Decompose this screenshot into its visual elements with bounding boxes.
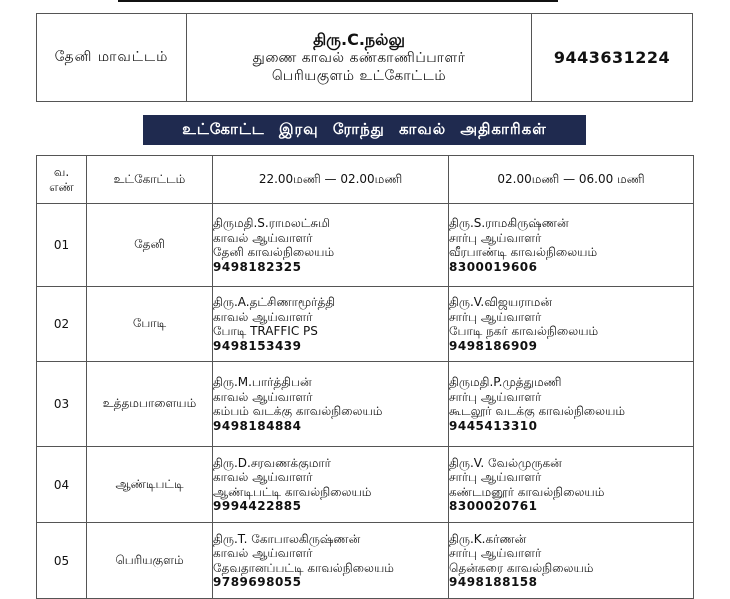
officer-name: திரு.D.சரவணக்குமார் bbox=[213, 455, 331, 470]
officer-station: கூடலூர் வடக்கு காவல்நிலையம் bbox=[449, 404, 626, 418]
officer-subdivision: பெரியகுளம் உட்கோட்டம் bbox=[271, 67, 447, 84]
officer-station: தேவதானப்பட்டி காவல்நிலையம் bbox=[213, 560, 394, 575]
column-header-shift1: 22.00மணி — 02.00மணி bbox=[213, 156, 449, 204]
officer-phone: 8300019606 bbox=[449, 259, 538, 274]
column-header-subdivision: உட்கோட்டம் bbox=[87, 156, 213, 204]
officer-phone: 9789698055 bbox=[213, 575, 302, 589]
officer-name: திரு.C.நல்லு bbox=[313, 29, 405, 49]
column-header-number bbox=[37, 156, 87, 204]
table-row bbox=[37, 287, 694, 362]
officer-rank: சார்பு ஆய்வாளர் bbox=[449, 389, 542, 404]
shift1-officer bbox=[213, 204, 449, 287]
officer-station: ஆண்டிபட்டி காவல்நிலையம் bbox=[213, 484, 372, 499]
officer-name: திரு.V. வேல்முருகன் bbox=[449, 455, 562, 470]
officer-rank: காவல் ஆய்வாளர் bbox=[213, 546, 313, 560]
shift2-officer bbox=[449, 362, 694, 447]
officer-name: திருமதி.P.முத்துமணி bbox=[449, 375, 562, 389]
officer-rank: சார்பு ஆய்வாளர் bbox=[449, 230, 542, 245]
officer-name: திரு.V.விஜயராமன் bbox=[449, 295, 552, 309]
officer-phone: 9445413310 bbox=[449, 418, 538, 433]
officer-station: தென்கரை காவல்நிலையம் bbox=[449, 560, 594, 575]
officer-rank: காவல் ஆய்வாளர் bbox=[213, 470, 313, 484]
table-header-row bbox=[37, 156, 694, 204]
officer-station: கம்பம் வடக்கு காவல்நிலையம் bbox=[213, 404, 383, 418]
row-subdivision: உத்தமபாளையம் bbox=[87, 362, 213, 447]
row-subdivision: போடி bbox=[87, 287, 213, 362]
officer-phone: 8300020761 bbox=[449, 499, 538, 513]
officer-phone: 9498188158 bbox=[449, 575, 538, 589]
table-row bbox=[37, 204, 694, 287]
officer-rank: காவல் ஆய்வாளர் bbox=[213, 230, 313, 245]
officer-rank: சார்பு ஆய்வாளர் bbox=[449, 470, 542, 484]
officer-phone: 9498153439 bbox=[213, 338, 302, 353]
officer-station: வீரபாண்டி காவல்நிலையம் bbox=[449, 245, 598, 259]
shift2-officer bbox=[449, 204, 694, 287]
row-subdivision: ஆண்டிபட்டி bbox=[87, 447, 213, 523]
row-number: 03 bbox=[37, 362, 87, 447]
officer-name: திரு.A.தட்சிணாமூர்த்தி bbox=[213, 295, 336, 309]
officer-rank: சார்பு ஆய்வாளர் bbox=[449, 546, 542, 560]
row-number: 01 bbox=[37, 204, 87, 287]
patrol-officers-table bbox=[36, 155, 694, 599]
officer-phone: 9994422885 bbox=[213, 499, 302, 513]
column-header-shift2: 02.00மணி — 06.00 மணி bbox=[449, 156, 694, 204]
row-number: 05 bbox=[37, 523, 87, 599]
row-number: 04 bbox=[37, 447, 87, 523]
shift2-officer bbox=[449, 447, 694, 523]
officer-rank: சார்பு ஆய்வாளர் bbox=[449, 309, 542, 324]
officer-name: திரு.M.பார்த்திபன் bbox=[213, 375, 312, 389]
row-number: 02 bbox=[37, 287, 87, 362]
officer-phone: 9498184884 bbox=[213, 418, 302, 433]
officer-name: திருமதி.S.ராமலட்சுமி bbox=[213, 216, 330, 230]
shift1-officer bbox=[213, 523, 449, 599]
row-subdivision: பெரியகுளம் bbox=[87, 523, 213, 599]
district-name: தேனி மாவட்டம் bbox=[37, 14, 187, 101]
shift2-officer bbox=[449, 287, 694, 362]
officer-header-box bbox=[36, 13, 693, 102]
officer-designation: துணை காவல் கண்காணிப்பாளர் bbox=[252, 49, 466, 66]
officer-name: திரு.T. கோபாலகிருஷ்ணன் bbox=[213, 531, 361, 546]
officer-phone: 9443631224 bbox=[553, 48, 671, 67]
shift1-officer bbox=[213, 447, 449, 523]
officer-rank: காவல் ஆய்வாளர் bbox=[213, 309, 313, 324]
officer-rank: காவல் ஆய்வாளர் bbox=[213, 389, 313, 404]
row-subdivision: தேனி bbox=[87, 204, 213, 287]
shift2-officer bbox=[449, 523, 694, 599]
officer-station: கண்டமனூர் காவல்நிலையம் bbox=[449, 484, 605, 499]
table-row bbox=[37, 523, 694, 599]
officer-station: போடி TRAFFIC PS bbox=[213, 324, 318, 338]
table-row bbox=[37, 447, 694, 523]
section-banner: உட்கோட்ட இரவு ரோந்து காவல் அதிகாரிகள் bbox=[143, 115, 586, 145]
officer-details bbox=[187, 14, 532, 101]
officer-name: திரு.S.ராமகிருஷ்ணன் bbox=[449, 216, 569, 230]
officer-phone: 9498186909 bbox=[449, 338, 538, 353]
officer-phone: 9498182325 bbox=[213, 259, 302, 274]
column-header-number-line1: வ. bbox=[53, 164, 70, 179]
shift1-officer bbox=[213, 362, 449, 447]
column-header-number-line2: எண் bbox=[49, 179, 74, 194]
officer-name: திரு.K.கர்ணன் bbox=[449, 531, 527, 546]
top-rule bbox=[118, 0, 558, 2]
officer-station: போடி நகர் காவல்நிலையம் bbox=[449, 324, 599, 338]
officer-station: தேனி காவல்நிலையம் bbox=[213, 245, 335, 259]
table-row bbox=[37, 362, 694, 447]
shift1-officer bbox=[213, 287, 449, 362]
